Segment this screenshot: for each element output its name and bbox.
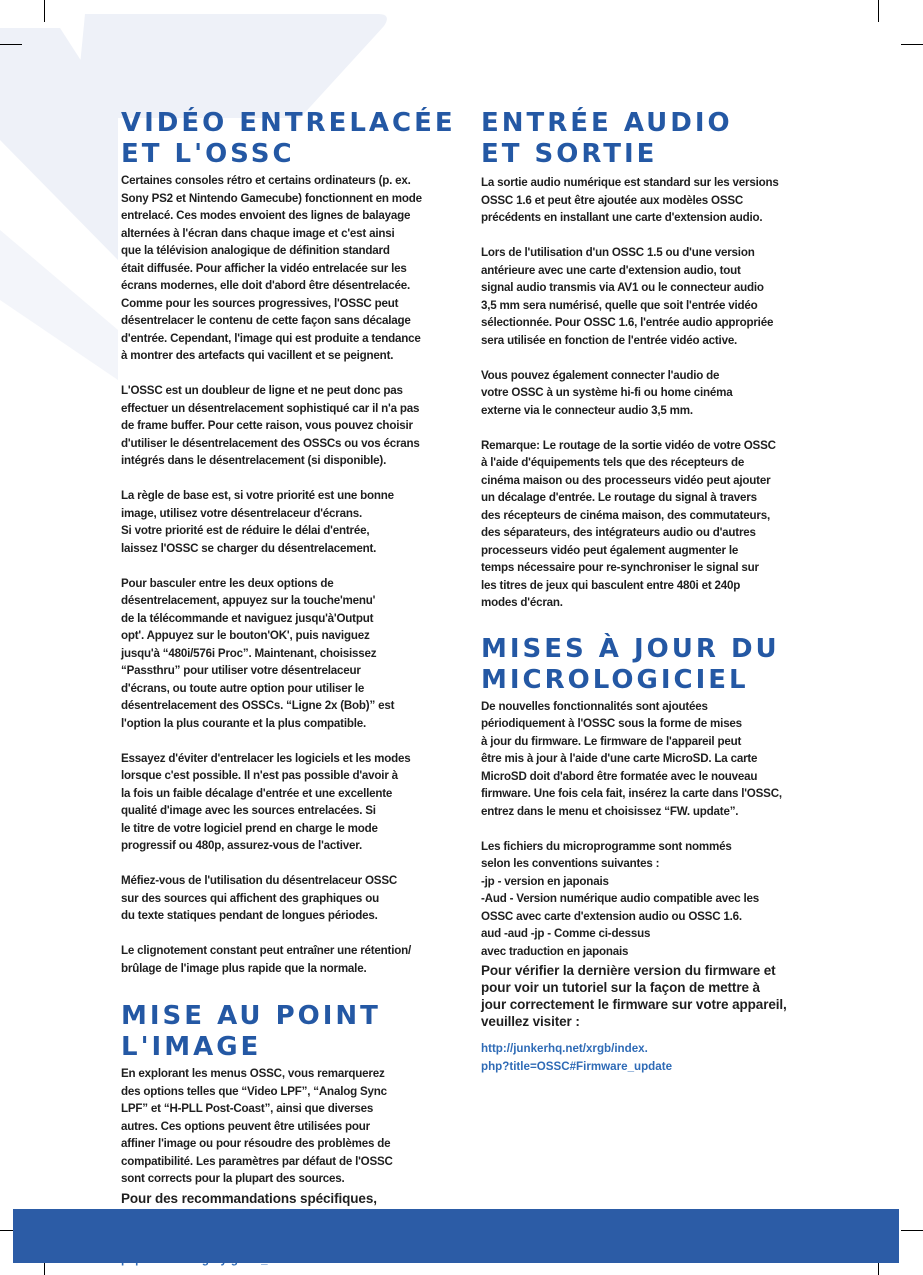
paragraph: En explorant les menus OSSC, vous remarquerez des options telles que “Video LPF”, “Analog Sync LPF” et “H-PLL Post-Coast”, ainsi que diverses autres. Ces options peuvent être utilisées pour affiner l'image ou pour résoudre des problèmes de compatibilité. Les paramètres par défaut de l'OSSC sont corrects pour la plupart des sources. [121,1067,393,1185]
paragraph: Lors de l'utilisation d'un OSSC 1.5 ou d'une version antérieure avec une carte d'extension audio, tout signal audio transmis via AV1 ou le connecteur audio 3,5 mm sera numérisé, quelle que soit l'entrée vidéo sélectionnée. Pour OSSC 1.6, l'entrée audio appropriée sera utilisée en fonction de l'entrée vidéo active. [481,246,774,347]
crop-mark [0,44,22,45]
crop-mark [44,0,45,22]
firmware-link[interactable]: http://junkerhq.net/xrgb/index. php?title=OSSC#Firmware_update [481,1042,673,1073]
paragraph: Pour basculer entre les deux options de désentrelacement, appuyez sur la touche'menu' de la télécommande et naviguez jusqu'à'Output opt'. Appuyez sur le bouton'OK', puis naviguez jusqu'à “480i/576i Proc”. Maintenant, choisissez “Passthru” pour utiliser votre désentrelaceur d'écrans, ou toute autre option pour utiliser le désentrelacement des OSSCs. “Ligne 2x (Bob)” est l'option la plus courante et la plus compatible. [121,576,395,730]
paragraph: Certaines consoles rétro et certains ordinateurs (p. ex. Sony PS2 et Nintendo Gamecube) fonctionnent en mode entrelacé. Ces modes envoient des lignes de balayage alternées à l'écran dans chaque image et c'est ainsi que la télévision analogique de définition standard était diffusée. Pour afficher la vidéo entrelacée sur les écrans modernes, elle doit d'abord être désentrelacée. Comme pour les sources progressives, l'OSSC peut désentrelacer le contenu de cette façon sans décalage d'entrée. Cependant, l'image qui est produite a tendance à montrer des artefacts qui vacillent et se peignent. [121,174,422,362]
section-firmware [481,634,806,1076]
right-column [481,108,806,1075]
paragraph: De nouvelles fonctionnalités sont ajoutées périodiquement à l'OSSC sous la forme de mises à jour du firmware. Le firmware de l'appareil peut être mis à jour à l'aide d'une carte MicroSD. La carte MicroSD doit d'abord être formatée avec le nouveau firmware. Une fois cela fait, insérez la carte dans l'OSSC, entrez dans le menu et choisissez “FW. update”. [481,699,782,818]
section-title: ENTRÉE AUDIO ET SORTIE [481,108,733,169]
paragraph: Essayez d'éviter d'entrelacer les logiciels et les modes lorsque c'est possible. Il n'est pas possible d'avoir à la fois un faible décalage d'entrée et une excellente qualité d'image avec les sources entrelacées. Si le titre de votre logiciel prend en charge le mode progressif ou 480p, assurez-vous de l'activer. [121,751,411,852]
crop-mark [901,44,923,45]
paragraph: Méfiez-vous de l'utilisation du désentrelaceur OSSC sur des sources qui affichent des graphiques ou du texte statiques pendant de longues périodes. [121,874,398,922]
footer-bar [13,1209,899,1263]
firmware-lead: Pour vérifier la dernière version du firmware et pour voir un tutoriel sur la façon de mettre à jour correctement le firmware sur votre appareil, veuillez visiter : [481,963,787,1029]
section-interlaced-video [121,108,456,977]
paragraph: La sortie audio numérique est standard sur les versions OSSC 1.6 et peut être ajoutée aux modèles OSSC précédents en installant une carte d'extension audio. [481,176,779,224]
paragraph: L'OSSC est un doubleur de ligne et ne peut donc pas effectuer un désentrelacement sophistiqué car il n'a pas de frame buffer. Pour cette raison, vous pouvez choisir d'utiliser le désentrelacement des OSSCs ou vos écrans intégrés dans le désentrelacement (si disponible). [121,384,420,467]
section-title: MISE AU POINT L'IMAGE [121,1001,381,1062]
section-audio [481,108,806,612]
section-title: VIDÉO ENTRELACÉE ET L'OSSC [121,108,456,169]
paragraph: Vous pouvez également connecter l'audio de votre OSSC à un système hi-fi ou home cinéma externe via le connecteur audio 3,5 mm. [481,368,733,417]
paragraph: Remarque: Le routage de la sortie vidéo de votre OSSC à l'aide d'équipements tels que des récepteurs de cinéma maison ou des processeurs vidéo peut ajouter un décalage d'entrée. Le routage du signal à travers des récepteurs de cinéma maison, des commutateurs, des séparateurs, des intégrateurs audio ou d'autres processeurs vidéo peut également augmenter le temps nécessaire pour re-synchroniser le signal sur les titres de jeux qui basculent entre 480i et 240p modes d'écran. [481,438,776,609]
left-column [121,108,456,1269]
paragraph: Le clignotement constant peut entraîner une rétention/ brûlage de l'image plus rapide que la normale. [121,944,412,975]
wiki-lead: Pour des recommandations spécifiques, [121,1190,377,1206]
section-title: MISES À JOUR DU MICROLOGICIEL [481,633,780,695]
paragraph: La règle de base est, si votre priorité est une bonne image, utilisez votre désentrelaceur d'écrans. Si votre priorité est de réduire le délai d'entrée, laissez l'OSSC se charger du désentrelacement. [121,489,394,555]
crop-mark [901,1230,923,1231]
paragraph: Les fichiers du microprogramme sont nommés selon les conventions suivantes : -jp - version en japonais -Aud - Version numérique audio compatible avec les OSSC avec carte d'extension audio ou OSSC 1.6. aud -aud -jp - Comme ci-dessus avec traduction en japonais [481,839,759,958]
crop-mark [878,0,879,22]
